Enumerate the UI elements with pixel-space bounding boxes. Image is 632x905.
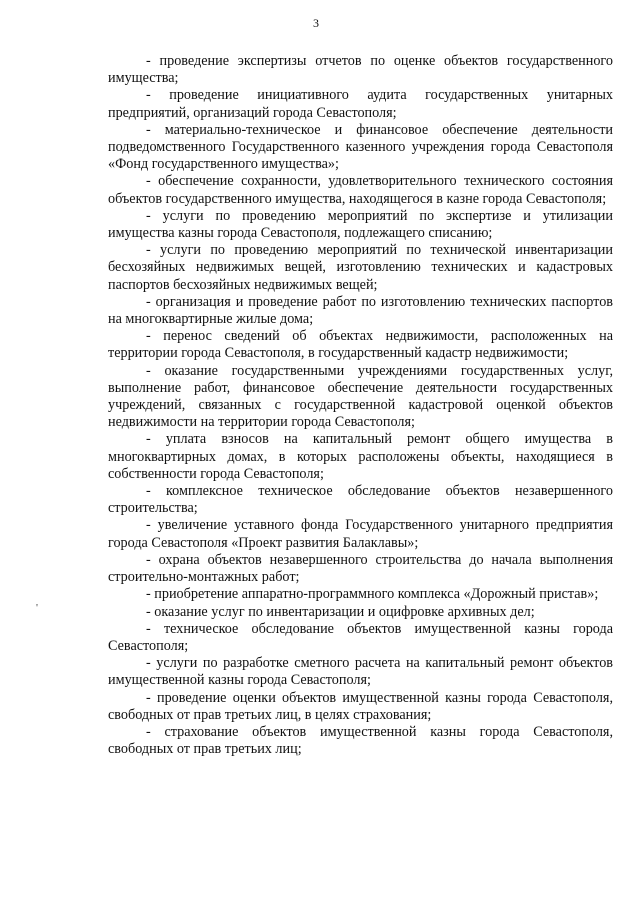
list-item: - проведение оценки объектов имущественной казны города Севастополя, свободных от прав третьих лиц, в целях страхования; [108,689,613,723]
list-item: - уплата взносов на капитальный ремонт общего имущества в многоквартирных домах, в которых расположены объекты, находящиеся в собственности города Севастополя; [108,431,613,482]
list-item: - увеличение уставного фонда Государственного унитарного предприятия города Севастополя «Проект развития Балаклавы»; [108,517,613,551]
list-item: - услуги по проведению мероприятий по технической инвентаризации бесхозяйных недвижимых вещей, изготовлению технических и кадастровых паспортов бесхозяйных недвижимых вещей; [108,242,613,293]
list-item: - проведение инициативного аудита государственных унитарных предприятий, организаций города Севастополя; [108,87,613,121]
list-item: - комплексное техническое обследование объектов незавершенного строительства; [108,483,613,517]
list-item: - услуги по проведению мероприятий по экспертизе и утилизации имущества казны города Севастополя, подлежащего списанию; [108,207,613,242]
list-item: - услуги по разработке сметного расчета на капитальный ремонт объектов имущественной казны города Севастополя; [108,655,613,689]
list-item: - оказание государственными учреждениями государственных услуг, выполнение работ, финансовое обеспечение деятельности государственных учреждений, связанных с государственной кадастровой оценкой объектов недвижимости на территории города Севастополя; [108,362,613,431]
margin-mark: ' [36,602,38,614]
list-item: - охрана объектов незавершенного строительства до начала выполнения строительно-монтажных работ; [108,551,613,586]
list-item: - страхование объектов имущественной казны города Севастополя, свободных от прав третьих лиц; [108,723,613,758]
list-item: - организация и проведение работ по изготовлению технических паспортов на многоквартирные жилые дома; [108,293,613,328]
page-number: 3 [313,16,319,30]
list-item: - приобретение аппаратно-программного комплекса «Дорожный пристав»; [146,586,599,603]
document-body [108,53,613,758]
list-item: - материально-техническое и финансовое обеспечение деятельности подведомственного Государственного казенного учреждения города Севастополя «Фонд государственного имущества»; [108,121,613,173]
list-item: - оказание услуг по инвентаризации и оцифровке архивных дел; [146,603,535,620]
list-item: - техническое обследование объектов имущественной казны города Севастополя; [108,620,613,654]
list-item: - обеспечение сохранности, удовлетворительного технического состояния объектов государственного имущества, находящегося в казне города Севастополя; [108,173,613,207]
list-item: - перенос сведений об объектах недвижимости, расположенных на территории города Севастополя, в государственный кадастр недвижимости; [108,328,613,362]
list-item: - проведение экспертизы отчетов по оценке объектов государственного имущества; [108,53,613,87]
